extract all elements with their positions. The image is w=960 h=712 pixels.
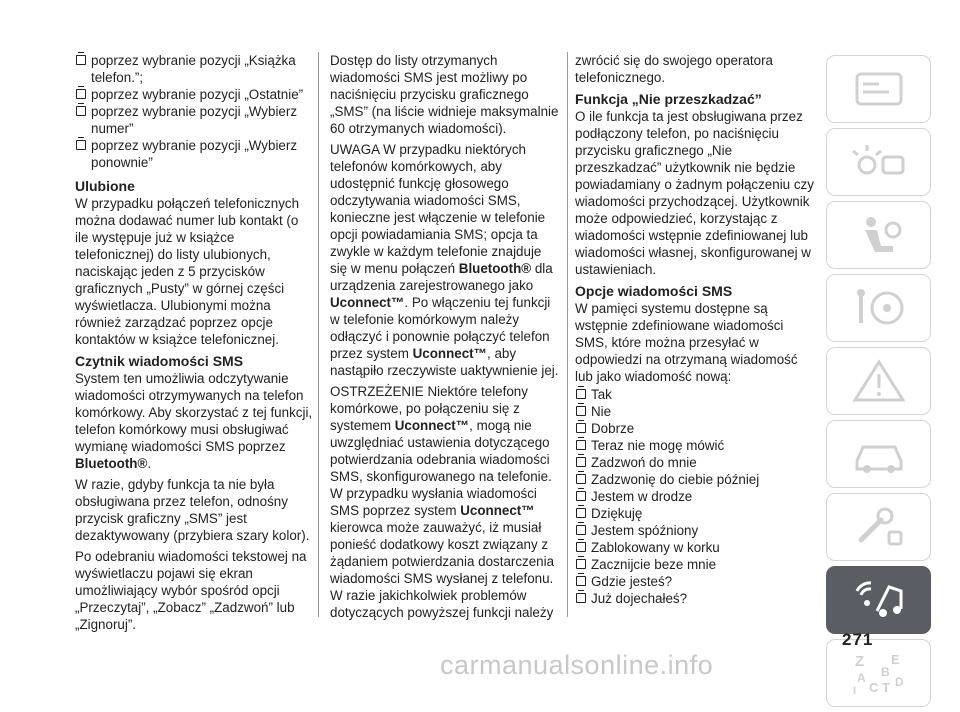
heading-nie-przeszkadzac: Funkcja „Nie przeszkadzać”: [575, 91, 762, 107]
text-column-3: [575, 52, 815, 607]
list-item: Nie: [575, 403, 815, 420]
road-warning-icon: [849, 358, 909, 404]
tab-car-service[interactable]: [826, 420, 931, 488]
column-divider: [567, 52, 568, 617]
sms-options-list: [575, 386, 815, 607]
paragraph-uwaga: UWAGA W przypadku niektórych telefonów komórkowych, aby udostępnić funkcję głosowego odczytywania wiadomości SMS, konieczne jest włączenie w telefonie opcji powiadamiania SMS; opcja ta zwykle w każdym telefonie znajduje się w menu połączeń Bluetooth® dla urządzenia zarejestrowanego jako Uconnect™. Po włączeniu tej funkcji w telefonie komórkowym należy odłączyć i ponownie połączyć telefon przez system Uconnect™, aby nastąpiło rzeczywiste uaktywnienie jej.: [330, 142, 559, 378]
bullet-item: poprzez wybranie pozycji „Wybierz numer”: [75, 103, 315, 137]
list-item: Dobrze: [575, 420, 815, 437]
checkbox-bullet-icon: [576, 576, 586, 586]
checkbox-bullet-icon: [76, 140, 86, 150]
index-letter: T: [881, 680, 890, 695]
checkbox-bullet-icon: [576, 525, 586, 535]
index-letter: D: [894, 675, 904, 689]
bullet-item: poprzez wybranie pozycji „Wybierz ponownie”: [75, 137, 315, 171]
alphabetical-index-icon: [849, 650, 909, 696]
tab-steering-key[interactable]: [826, 274, 931, 342]
warning-lights-icon: [849, 139, 909, 185]
checkbox-bullet-icon: [576, 508, 586, 518]
checkbox-bullet-icon: [576, 423, 586, 433]
index-letter: Z: [854, 653, 864, 670]
heading-czytnik-sms: Czytnik wiadomości SMS: [75, 353, 244, 369]
index-letter: I: [852, 685, 856, 696]
bullet-item: poprzez wybranie pozycji „Ostatnie”: [75, 86, 315, 103]
list-item: Dziękuję: [575, 505, 815, 522]
tab-warning-lights[interactable]: [826, 128, 931, 196]
tab-specs-tools[interactable]: [826, 493, 931, 561]
paragraph-czytnik-sms: System ten umożliwia odczytywanie wiadomości otrzymywanych na telefon komórkowy. Aby skorzystać z tej funkcji, telefon komórkowy musi obsługiwać wymianę wiadomości SMS poprzez Bluetooth®.: [75, 371, 313, 471]
steering-key-icon: [849, 285, 909, 331]
column-divider: [318, 52, 319, 617]
page-number: 271: [842, 630, 874, 649]
specs-tools-icon: [849, 504, 909, 550]
tab-seat-airbag[interactable]: [826, 201, 931, 269]
list-item: Jestem w drodze: [575, 488, 815, 505]
paragraph-sms-unsupported: W razie, gdyby funkcja ta nie była obsługiwana przez telefon, odnośny przycisk graficzny „SMS” jest dezaktywowany (przybiera szary kolor).: [75, 477, 310, 543]
checkbox-bullet-icon: [576, 593, 586, 603]
bullet-item: poprzez wybranie pozycji „Książka telefon.”;: [75, 52, 315, 86]
checkbox-bullet-icon: [576, 559, 586, 569]
tab-car-dashboard[interactable]: [826, 55, 931, 123]
text-column-1: [75, 52, 315, 637]
index-letter: E: [890, 652, 900, 667]
car-dashboard-icon: [849, 66, 909, 112]
paragraph-nie-przeszkadzac: O ile funkcja ta jest obsługiwana przez podłączony telefon, po naciśnięciu przycisku graficznego „Nie przeszkadzać” użytkownik nie będzie powiadamiany o żadnym połączeniu czy wiadomości przychodzącej. Użytkownik może odpowiedzieć, korzystając z wiadomości wstępnie zdefiniowanej lub wiadomości własnej, skonfigurowanej w ustawieniach.: [575, 109, 814, 277]
list-item: Już dojechałeś?: [575, 590, 815, 607]
watermark: carmanualsonline.info: [440, 650, 714, 680]
paragraph-operator: zwrócić się do swojego operatora telefonicznego.: [575, 53, 773, 85]
heading-opcje-sms: Opcje wiadomości SMS: [575, 283, 733, 299]
tab-road-warning[interactable]: [826, 347, 931, 415]
index-letter: C: [868, 680, 878, 695]
paragraph-ulubione: W przypadku połączeń telefonicznych można dodawać numer lub kontakt (o ile występuje już w książce telefonicznej) do listy ulubionych, naciskając jeden z 5 przycisków graficznych „Pusty” w górnej części wyświetlacza. Ulubionymi można również zarządzać poprzez opcje kontaktów w książce telefonicznej.: [75, 196, 300, 347]
checkbox-bullet-icon: [576, 457, 586, 467]
paragraph-ostrzezenie: OSTRZEŻENIE Niektóre telefony komórkowe, po połączeniu się z systemem Uconnect™, mogą nie uwzględniać ustawienia dotyczącego potwierdzania odebrania wiadomości SMS, skonfigurowanego na telefonie. W przypadku wysłania wiadomości SMS poprzez system Uconnect™ kierowca może zauważyć, iż musiał ponieść dodatkowy koszt związany z żądaniem potwierdzania dostarczenia wiadomości SMS wysłanej z telefonu. W razie jakichkolwiek problemów dotyczących powyższej funkcji należy: [330, 384, 555, 620]
heading-ulubione: Ulubione: [75, 178, 135, 194]
index-letter: B: [880, 665, 890, 679]
list-item: Gdzie jesteś?: [575, 573, 815, 590]
car-service-icon: [849, 431, 909, 477]
checkbox-bullet-icon: [576, 474, 586, 484]
checkbox-bullet-icon: [576, 389, 586, 399]
index-letter: A: [856, 671, 866, 685]
checkbox-bullet-icon: [576, 406, 586, 416]
list-item: Zadzwonię do ciebie później: [575, 471, 815, 488]
list-item: Zablokowany w korku: [575, 539, 815, 556]
list-item: Jestem spóźniony: [575, 522, 815, 539]
checkbox-bullet-icon: [576, 440, 586, 450]
checkbox-bullet-icon: [76, 55, 86, 65]
multimedia-icon: [849, 577, 909, 623]
checkbox-bullet-icon: [76, 89, 86, 99]
checkbox-bullet-icon: [76, 106, 86, 116]
tab-multimedia[interactable]: [826, 566, 931, 634]
checkbox-bullet-icon: [576, 491, 586, 501]
list-item: Zacznijcie beze mnie: [575, 556, 815, 573]
paragraph-sms-received: Po odebraniu wiadomości tekstowej na wyświetlaczu pojawi się ekran umożliwiający wybór spośród opcji „Przeczytaj”, „Zobacz” „Zadzwoń” lub „Zignoruj”.: [75, 549, 307, 632]
checkbox-bullet-icon: [576, 542, 586, 552]
text-column-2: [330, 52, 562, 625]
list-item: Zadzwoń do mnie: [575, 454, 815, 471]
paragraph-opcje-sms: W pamięci systemu dostępne są wstępnie zdefiniowane wiadomości SMS, które można przesyłać w odpowiedzi na otrzymaną wiadomość lub jako wiadomość nową:: [575, 301, 798, 384]
paragraph-sms-list: Dostęp do listy otrzymanych wiadomości SMS jest możliwy po naciśnięciu przycisku graficznego „SMS” (na liście widnieje maksymalnie 60 otrzymanych wiadomości).: [330, 53, 559, 136]
chapter-tabs: [826, 55, 931, 712]
list-item: Teraz nie mogę mówić: [575, 437, 815, 454]
list-item: Tak: [575, 386, 815, 403]
seat-airbag-icon: [849, 212, 909, 258]
